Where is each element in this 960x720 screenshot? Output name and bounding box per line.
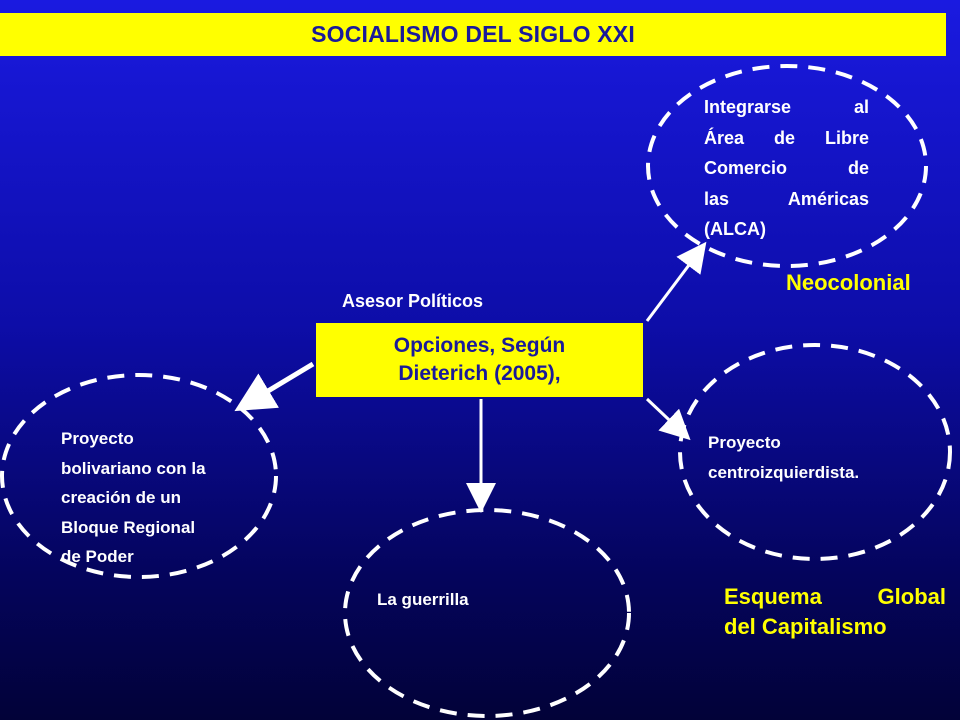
esquema-line-2: del Capitalismo: [724, 614, 887, 639]
bolivar-line: Bloque Regional: [61, 517, 196, 537]
node-bolivariano: [61, 424, 281, 572]
center-node: [316, 323, 643, 397]
alca-line: Comercio de: [704, 158, 869, 178]
bolivar-line: creación de un: [61, 488, 181, 507]
arrow-to-centroizquierda: [647, 399, 684, 434]
alca-line: Integrarse al: [704, 97, 869, 117]
tag-esquema-global: [724, 582, 946, 642]
esquema-line-1: [724, 582, 946, 612]
centro-line: centroizquierdista.: [708, 463, 860, 482]
center-line-1: Opciones, Según: [393, 334, 566, 357]
alca-line: las Américas: [704, 188, 869, 209]
center-line-2: Dieterich (2005),: [398, 362, 561, 385]
esquema-word-2: Global: [877, 584, 946, 609]
centro-line: Proyecto: [708, 433, 781, 452]
ellipse-guerrilla: [345, 510, 629, 716]
page-title: SOCIALISMO DEL SIGLO XXI: [311, 21, 635, 47]
tag-neocolonial: Neocolonial: [786, 270, 911, 295]
bolivar-line: Proyecto: [61, 429, 134, 448]
node-alca: [704, 92, 869, 245]
alca-line: (ALCA): [704, 219, 766, 239]
node-centroizquierda: [708, 428, 859, 488]
esquema-word-1: Esquema: [724, 584, 822, 609]
bolivar-line: bolivariano con la: [61, 458, 206, 478]
bolivar-line: de Poder: [61, 547, 134, 566]
arrow-to-bolivariano: [243, 364, 313, 406]
node-guerrilla: La guerrilla: [377, 590, 469, 609]
advisor-label: Asesor Políticos: [342, 291, 484, 311]
alca-line: Área de Libre: [704, 127, 869, 148]
arrow-to-alca: [647, 249, 701, 321]
